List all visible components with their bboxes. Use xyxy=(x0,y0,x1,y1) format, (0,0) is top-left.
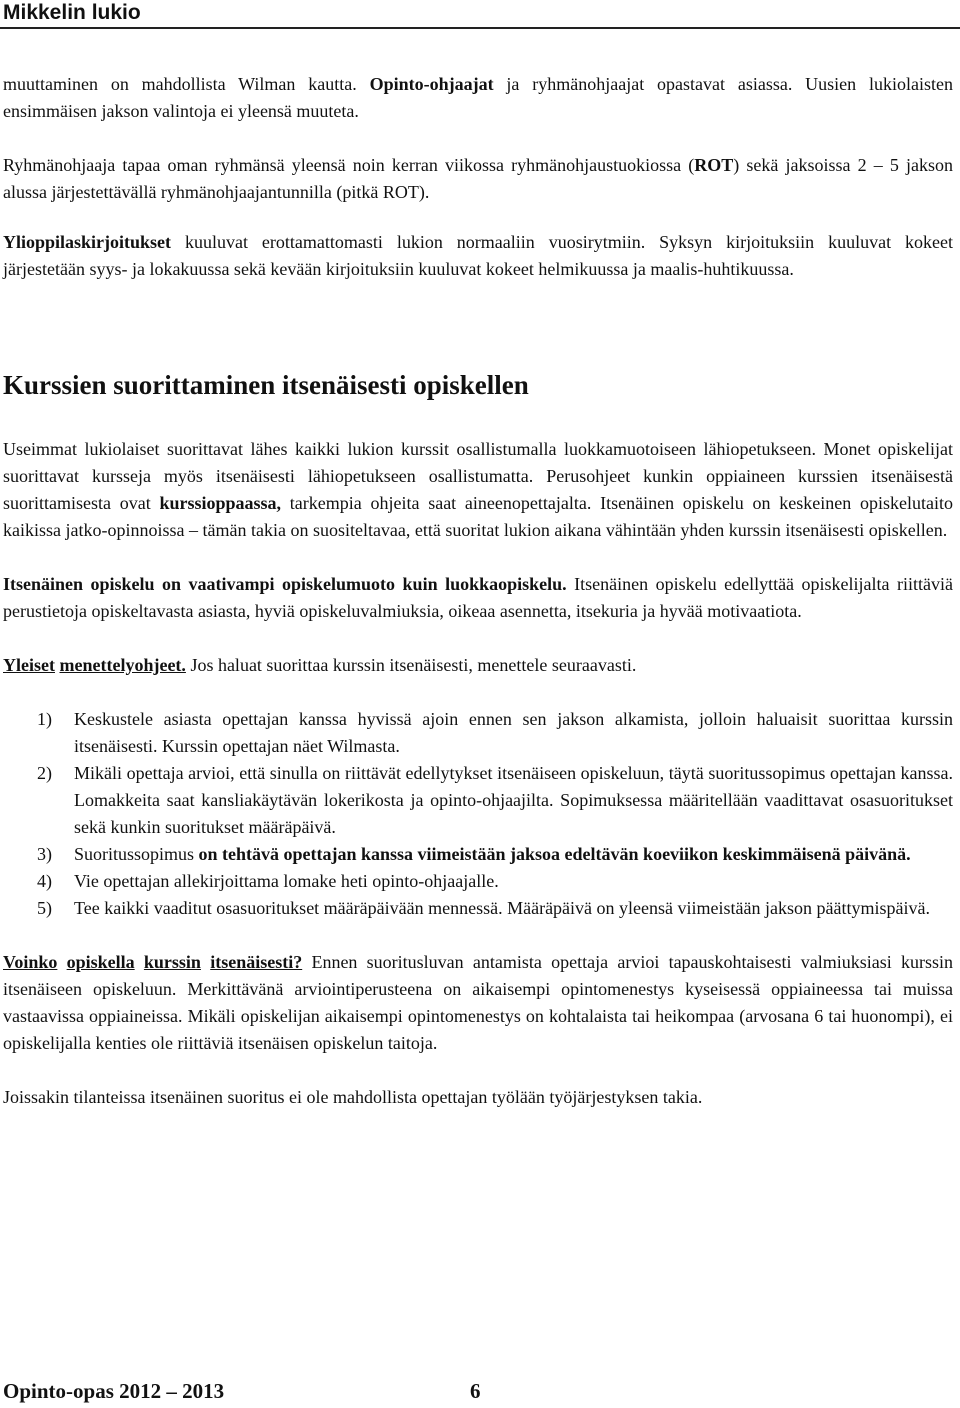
text-bold-underlined: menettelyohjeet. xyxy=(59,655,186,675)
paragraph-intro xyxy=(3,71,953,125)
text: ) sekä jaksoissa 2 – 5 jakson alussa järjestettävällä ryhmänohjaajantunnilla (pitkä ROT). xyxy=(3,155,953,202)
text-bold-underlined: opiskella xyxy=(66,952,135,972)
text: Keskustele asiasta opettajan kanssa hyvissä ajoin ennen sen jakson alkamista, jolloin haluaisit suorittaa kurssin itsenäisesti. Kurssin opettajan näet Wilmasta. xyxy=(74,709,953,756)
list-item xyxy=(3,760,953,841)
list-item xyxy=(3,895,953,922)
text: Useimmat lukiolaiset suorittavat lähes kaikki lukion kurssit osallistumalla luokkamuotoiseen lähiopetukseen. Monet opiskelijat suorittavat kursseja myös itsenäisesti lähiopetukseen osallistumatta. Perusohjeet kunkin oppiaineen kurssien itsenäisestä suorittamisesta ovat xyxy=(3,439,953,513)
page-header xyxy=(0,0,960,29)
text-bold: kurssioppaassa, xyxy=(159,493,282,513)
text-bold-underlined: kurssin xyxy=(143,952,201,972)
text-bold-underlined: itsenäisesti? xyxy=(210,952,303,972)
text: Tee kaikki vaaditut osasuoritukset määräpäivään mennessä. Määräpäivä on yleensä viimeistään jakson päättymispäivä. xyxy=(74,898,930,918)
text-bold-underlined: Voinko xyxy=(3,952,58,972)
page-footer xyxy=(3,1379,481,1404)
text: Ryhmänohjaaja tapaa oman ryhmänsä yleensä noin kerran viikossa ryhmänohjaustuokiossa ( xyxy=(3,155,695,175)
header-title: Mikkelin lukio xyxy=(3,1,141,24)
list-number: 3) xyxy=(37,844,52,864)
text: Jos haluat suorittaa kurssin itsenäisesti, menettele seuraavasti. xyxy=(185,655,637,675)
section-heading: Kurssien suorittaminen itsenäisesti opiskellen xyxy=(3,370,529,400)
procedure-list xyxy=(3,706,953,922)
paragraph-joissakin: Joissakin tilanteissa itsenäinen suoritus ei ole mahdollista opettajan työlään työjärjestyksen takia. xyxy=(3,1087,703,1107)
list-number: 2) xyxy=(37,763,52,783)
text: Suoritussopimus xyxy=(74,844,199,864)
text-bold: ROT xyxy=(694,155,734,175)
paragraph-vaativampi xyxy=(3,571,953,625)
text: Itsenäinen opiskelu edellyttää opiskelijalta riittäviä perustietoja opiskeltavasta asiasta, hyviä opiskeluvalmiuksia, oikeaa asennetta, itsekuria ja hyvää motivaatiota. xyxy=(3,574,953,621)
text: ja ryhmänohjaajat opastavat asiassa. Uusien lukiolaisten ensimmäisen jakson valintoja ei yleensä muuteta. xyxy=(3,74,953,121)
text-bold: Itsenäinen opiskelu on vaativampi opiskelumuoto kuin luokkaopiskelu. xyxy=(3,574,567,594)
footer-title: Opinto-opas 2012 – 2013 xyxy=(3,1379,225,1403)
text: Mikäli opettaja arvioi, että sinulla on riittävät edellytykset itsenäiseen opiskeluun, täytä suoritussopimus opettajan kanssa. Lomakkeita saat kansliakäytävän lokerikosta ja opinto-ohjaajilta. Sopimuksessa määritellään vaadittavat osasuoritukset sekä kunkin suoritukset määräpäivä. xyxy=(74,763,953,837)
paragraph-rot xyxy=(3,152,953,206)
paragraph-itsenainen xyxy=(3,436,953,544)
list-item xyxy=(3,841,953,868)
paragraph-voinko xyxy=(3,949,953,1057)
text-bold-underlined: Yleiset xyxy=(3,655,55,675)
text: muuttaminen on mahdollista Wilman kautta. xyxy=(3,74,370,94)
text: tarkempia ohjeita saat aineenopettajalta. Itsenäinen opiskelu on keskeinen opiskelutaito kaikissa jatko-opinnoissa – tämän takia on suositeltavaa, että suoritat lukion aikana vähintään yhden kurssin itsenäisesti opiskellen. xyxy=(3,493,953,540)
paragraph-ylioppilas xyxy=(3,229,953,283)
paragraph-menettelyohjeet xyxy=(3,652,953,679)
text: Vie opettajan allekirjoittama lomake heti opinto-ohjaajalle. xyxy=(74,871,499,891)
text: Ennen suoritusluvan antamista opettaja arvioi tapauskohtaisesti valmiuksiasi kurssin itsenäiseen opiskeluun. Merkittävänä arviointiperusteena on aikaisempi opintomenestys kyseisessä oppiaineessa tai muissa vastaavissa oppiaineissa. Mikäli opiskelijan aikaisempi opintomenestys on kohtalaista tai heikompaa (arvosana 6 tai huonompi), ei opiskelijalla kenties ole riittäviä itsenäisen opiskelun taitoja. xyxy=(3,952,954,1053)
text: kuuluvat erottamattomasti lukion normaaliin vuosirytmiin. Syksyn kirjoituksiin kuuluvat kokeet järjestetään syys- ja lokakuussa sekä kevään kirjoituksiin kuuluvat kokeet helmikuussa ja maalis-huhtikuussa. xyxy=(3,232,953,279)
text-bold: Opinto-ohjaajat xyxy=(369,74,494,94)
text-bold: on tehtävä opettajan kanssa viimeistään jaksoa edeltävän koeviikon keskimmäisenä päivänä. xyxy=(198,844,911,864)
list-number: 1) xyxy=(37,709,52,729)
list-item xyxy=(3,706,953,760)
list-number: 5) xyxy=(37,898,52,918)
text-bold: Ylioppilaskirjoitukset xyxy=(3,232,172,252)
document-body xyxy=(3,71,953,1111)
page-number: 6 xyxy=(470,1379,481,1403)
list-number: 4) xyxy=(37,871,52,891)
list-item xyxy=(3,868,953,895)
